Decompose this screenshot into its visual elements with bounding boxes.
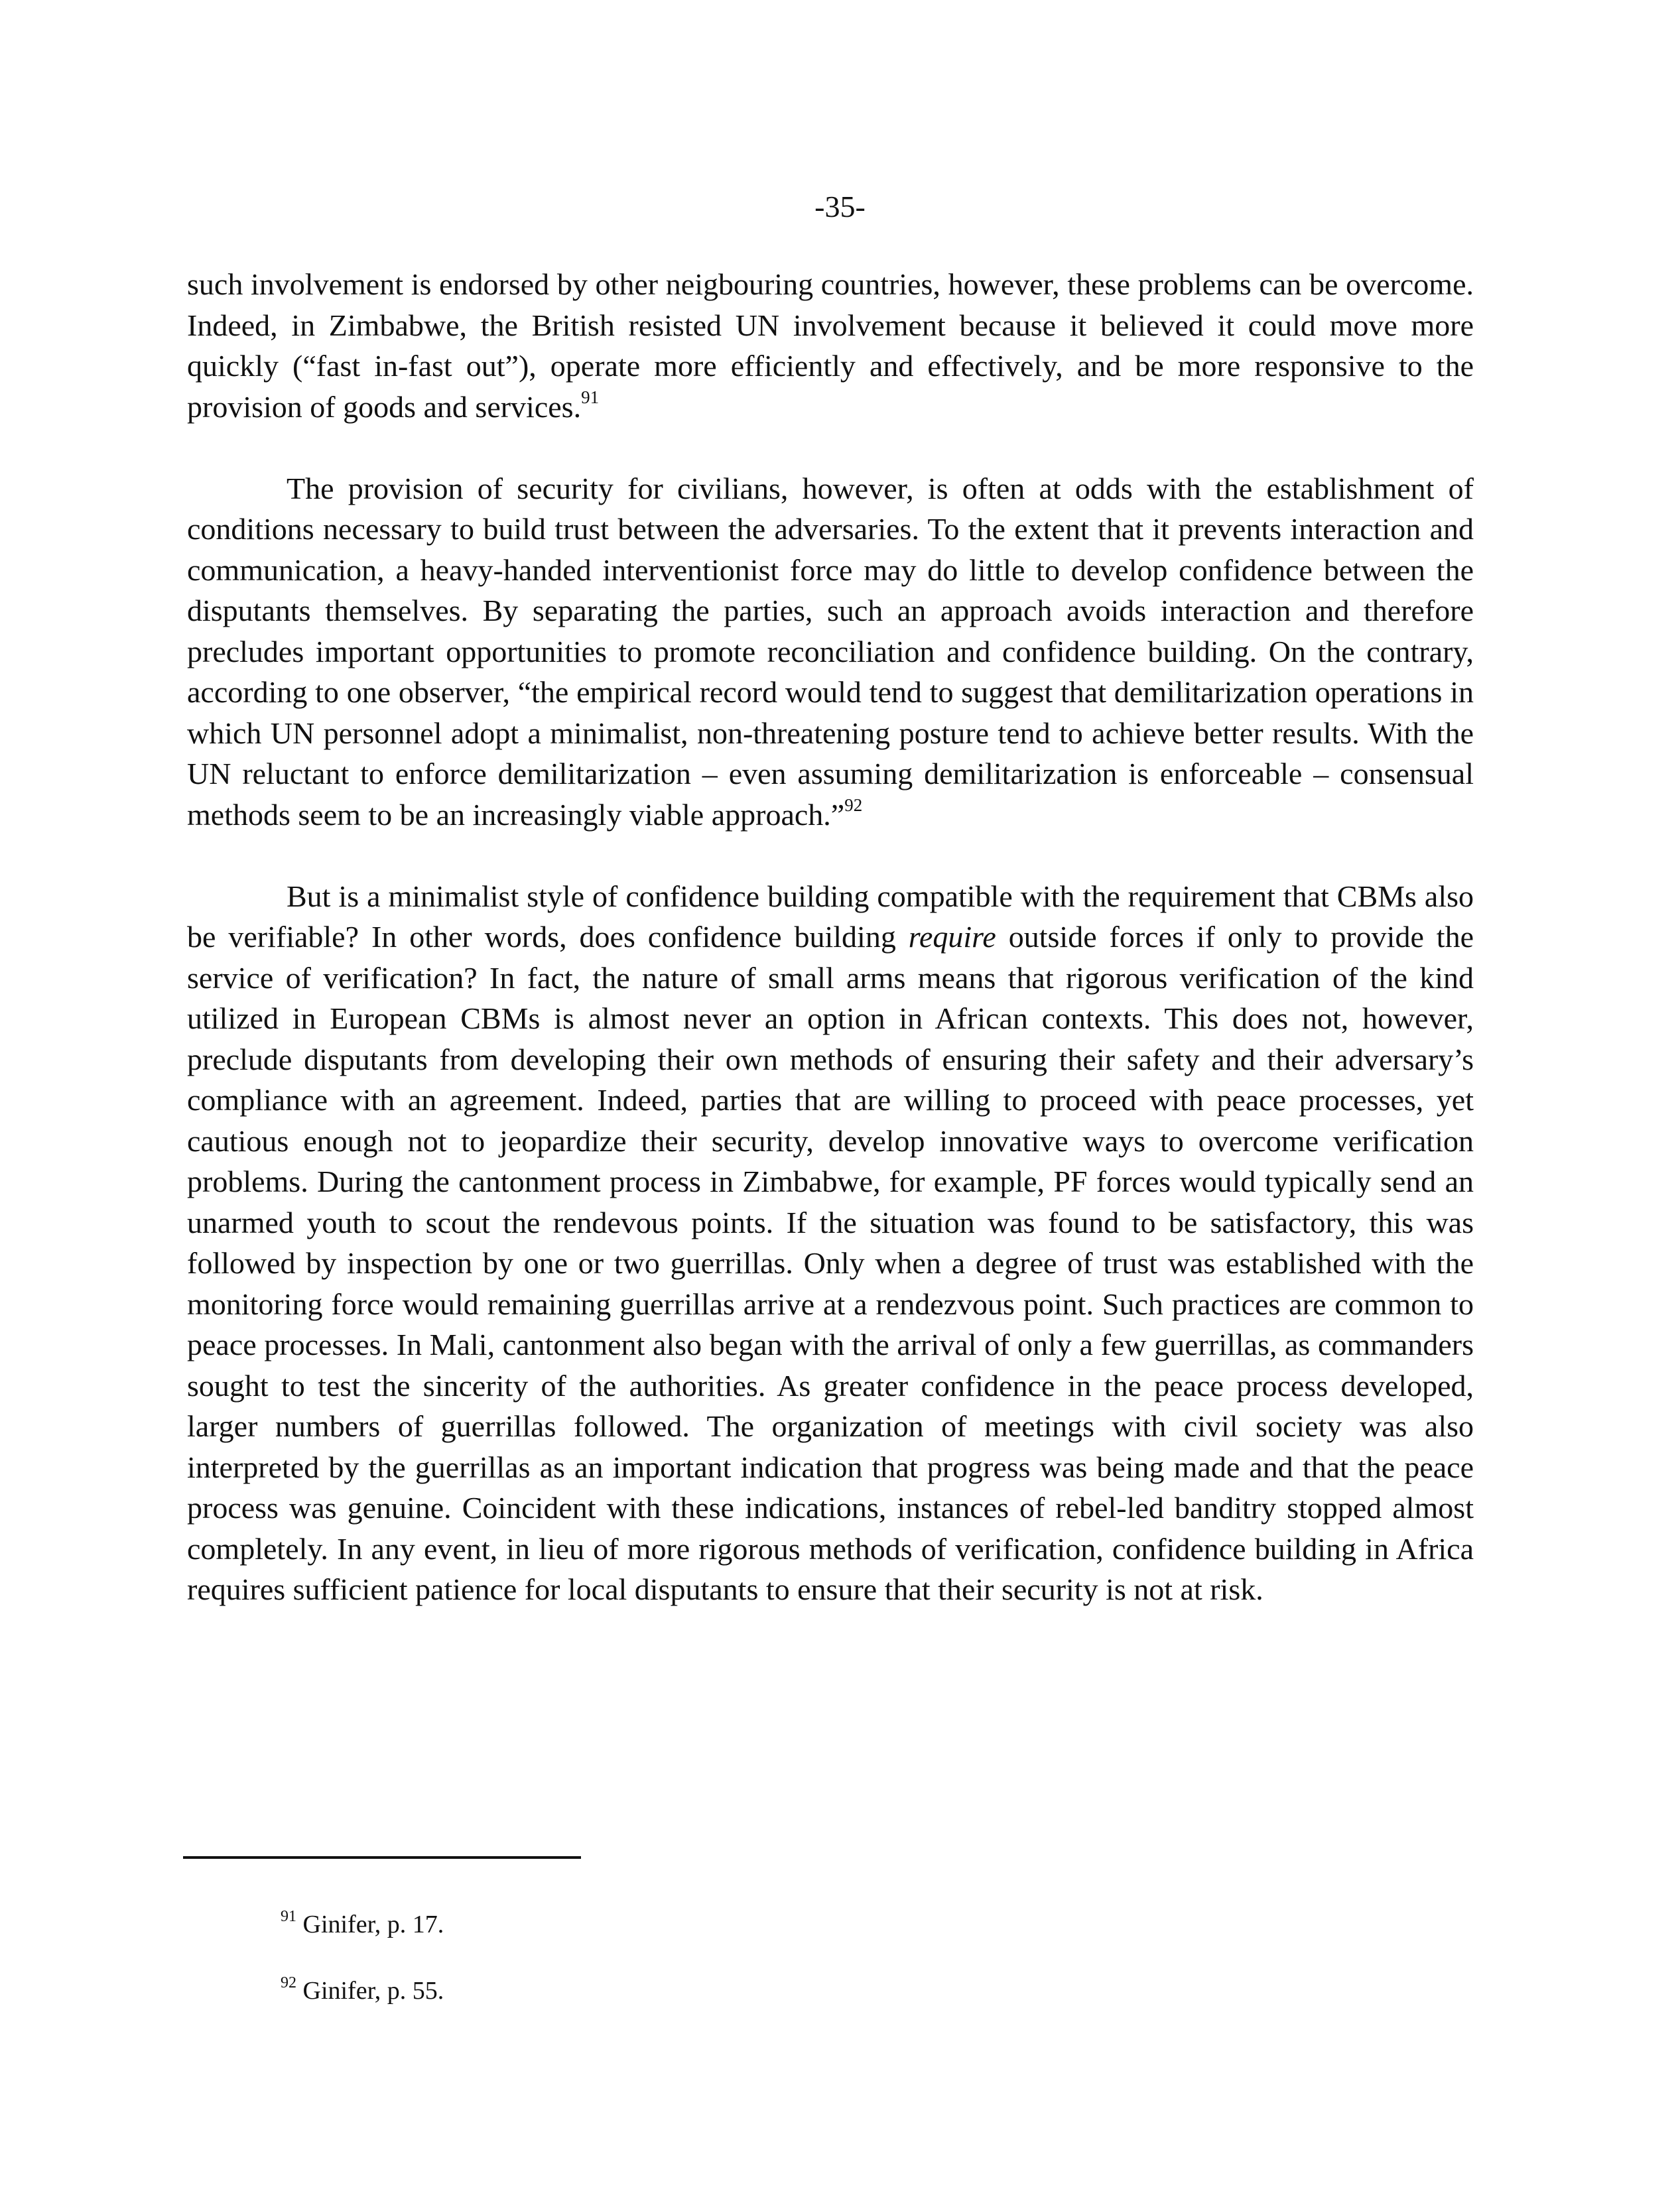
paragraph-2 [187, 468, 1474, 836]
paragraph-2-text: The provision of security for civilians, however, is often at odds with the establishment of conditions necessary to build trust between the adversaries. To the extent that it prevents interaction and communication, a heavy-handed interventionist force may do little to develop confidence between the disputants themselves. By separating the parties, such an approach avoids interaction and therefore precludes important opportunities to promote reconciliation and confidence building. On the contrary, according to one observer, “the empirical record would tend to suggest that demilitarization operations in which UN personnel adopt a minimalist, non-threatening posture tend to achieve better results. With the UN reluctant to enforce demilitarization – even assuming demilitarization is enforceable – consensual methods seem to be an increasingly viable approach.” [187, 471, 1474, 832]
footnote-92 [281, 1975, 444, 2007]
footnote-ref-91: 91 [581, 387, 600, 408]
footnote-ref-92: 92 [844, 795, 863, 816]
footnote-92-number: 92 [281, 1974, 296, 1992]
paragraph-3 [187, 876, 1474, 1610]
paragraph-1 [187, 264, 1474, 427]
footnote-rule [183, 1856, 581, 1859]
paragraph-1-text: such involvement is endorsed by other neigbouring countries, however, these problems can be overcome. Indeed, in Zimbabwe, the British resisted UN involvement because it believed it could move more quickly (“fast in-fast out”), operate more efficiently and effectively, and be more responsive to the provision of goods and services. [187, 267, 1474, 424]
body-text [187, 264, 1474, 1651]
paragraph-3-emphasis: require [908, 920, 996, 954]
footnote-91 [281, 1909, 444, 1940]
paragraph-3-text-after: outside forces if only to provide the service of verification? In fact, the nature of small arms means that rigorous verification of the kind utilized in European CBMs is almost never an option in African contexts. This does not, however, preclude disputants from developing their own methods of ensuring their safety and their adversary’s compliance with an agreement. Indeed, parties that are willing to proceed with peace processes, yet cautious enough not to jeopardize their security, develop innovative ways to overcome verification problems. During the cantonment process in Zimbabwe, for example, PF forces would typically send an unarmed youth to scout the rendevous points. If the situation was found to be satisfactory, this was followed by inspection by one or two guerrillas. Only when a degree of trust was established with the monitoring force would remaining guerrillas arrive at a rendezvous point. Such practices are common to peace processes. In Mali, cantonment also began with the arrival of only a few guerrillas, as commanders sought to test the sincerity of the authorities. As greater confidence in the peace process developed, larger numbers of guerrillas followed. The organization of meetings with civil society was also interpreted by the guerrillas as an important indication that progress was being made and that the peace process was genuine. Coincident with these indications, instances of rebel-led banditry stopped almost completely. In any event, in lieu of more rigorous methods of verification, confidence building in Africa requires sufficient patience for local disputants to ensure that their security is not at risk. [187, 920, 1474, 1606]
footnote-91-number: 91 [281, 1908, 296, 1926]
footnote-91-text: Ginifer, p. 17. [302, 1911, 444, 1938]
footnote-92-text: Ginifer, p. 55. [302, 1977, 444, 2005]
paragraph-3-text-before: But is a minimalist style of confidence building compatible with the requirement that CBMs also be verifiable? In other words, does confidence building [187, 879, 1474, 954]
page-number: -35- [814, 190, 866, 223]
